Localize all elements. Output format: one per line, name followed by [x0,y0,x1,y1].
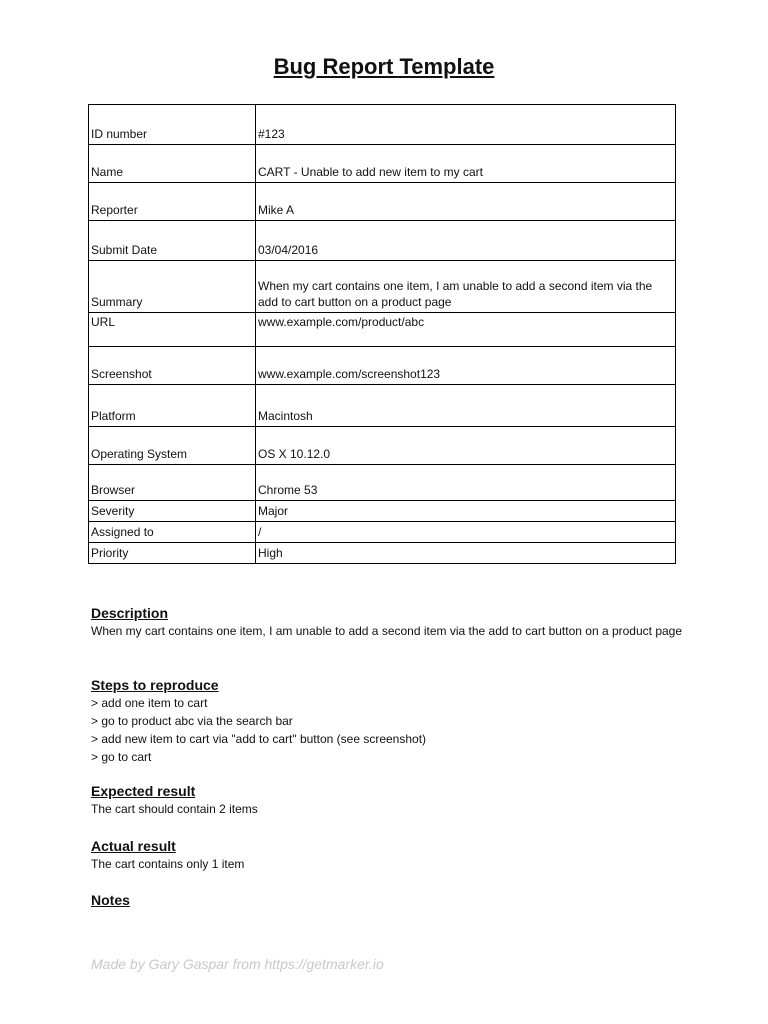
field-value: High [256,543,676,564]
field-label: Summary [89,261,256,313]
table-row [89,261,676,313]
field-label: Operating System [89,427,256,465]
field-value: Major [256,501,676,522]
field-label: URL [89,313,256,347]
table-row [89,543,676,564]
field-label: Assigned to [89,522,256,543]
field-label: Browser [89,465,256,501]
steps-heading: Steps to reproduce [91,677,219,693]
table-row [89,347,676,385]
table-row [89,385,676,427]
description-section [91,604,691,640]
field-value: www.example.com/product/abc [256,313,676,347]
actual-text: The cart contains only 1 item [91,857,245,871]
table-row [89,465,676,501]
notes-heading: Notes [91,892,130,908]
table-row [89,221,676,261]
field-value: Macintosh [256,385,676,427]
list-item: > add new item to cart via "add to cart" button (see screenshot) [91,732,427,746]
list-item: > go to cart [91,750,152,764]
field-value: / [256,522,676,543]
field-value: www.example.com/screenshot123 [256,347,676,385]
table-row [89,183,676,221]
field-label: Reporter [89,183,256,221]
expected-section [91,782,691,818]
table-row [89,522,676,543]
table-row [89,105,676,145]
field-value: OS X 10.12.0 [256,427,676,465]
field-value: Mike A [256,183,676,221]
description-heading: Description [91,605,169,621]
field-label: Platform [89,385,256,427]
field-value: When my cart contains one item, I am unable to add a second item via the add to cart button on a product page [256,261,676,313]
table-row [89,145,676,183]
expected-text: The cart should contain 2 items [91,802,258,816]
field-label: ID number [89,105,256,145]
field-value: 03/04/2016 [256,221,676,261]
field-label: Screenshot [89,347,256,385]
list-item: > add one item to cart [91,696,208,710]
table-row [89,501,676,522]
field-value: #123 [256,105,676,145]
field-label: Priority [89,543,256,564]
actual-heading: Actual result [91,838,176,854]
list-item: > go to product abc via the search bar [91,714,293,728]
steps-section [91,676,691,766]
table-row [89,313,676,347]
field-label: Submit Date [89,221,256,261]
field-label: Name [89,145,256,183]
expected-heading: Expected result [91,783,196,799]
field-value: Chrome 53 [256,465,676,501]
field-value: CART - Unable to add new item to my cart [256,145,676,183]
description-text: When my cart contains one item, I am unable to add a second item via the add to cart button on a product page [91,624,683,638]
page-title: Bug Report Template [273,54,495,79]
field-label: Severity [89,501,256,522]
table-row [89,427,676,465]
actual-section [91,837,691,873]
bug-report-table [88,104,676,564]
footer-credit: Made by Gary Gaspar from https://getmarker.io [91,956,384,972]
notes-section [91,891,691,909]
